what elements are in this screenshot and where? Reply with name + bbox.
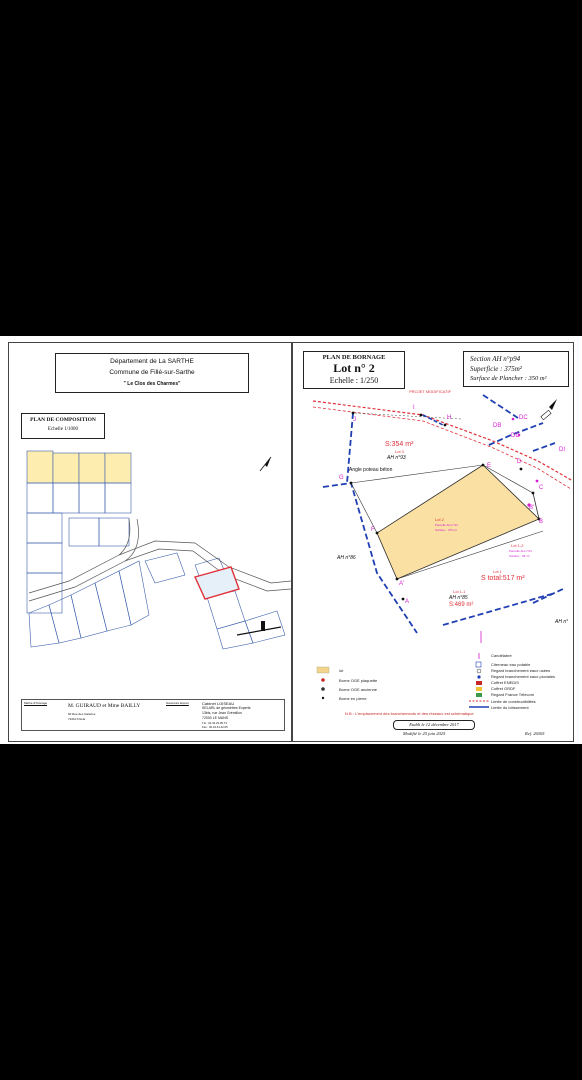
lotissement-name: " Le Clos des Charmes" <box>123 381 181 387</box>
legend-dark-dot <box>321 687 325 691</box>
legend-black-dot <box>322 697 324 699</box>
composition-plan-drawing <box>9 343 291 741</box>
legend-borne-ancienne: Borne OGE ancienne <box>339 687 378 692</box>
legend-red-dot <box>321 678 325 682</box>
owner-city: 72210 FILLE <box>68 717 86 721</box>
owner-label: Maître d'Ouvrage <box>24 701 48 705</box>
point-f: F <box>371 527 375 533</box>
surveyor-tel: Tél : 02.43.23.35.74 <box>202 721 227 725</box>
lot-2-parcel: Parcelle AH n°94 <box>435 523 458 527</box>
composition-footer <box>21 699 285 731</box>
legend-grdf: Coffret GRDF <box>491 686 516 691</box>
plan-composition-title: PLAN DE COMPOSITION <box>30 417 96 423</box>
lot-2-area <box>377 465 539 579</box>
lot-1-2-surface: Surface : 48 m² <box>509 554 530 558</box>
lot-3-area: S:354 m² <box>385 441 414 448</box>
surveyor-city: 72000 LE MANS <box>202 716 229 720</box>
surveyor-company: SELARL de géomètres Experts <box>202 706 251 710</box>
point-b-prime: B' <box>529 505 535 511</box>
north-arrow-icon <box>260 457 271 471</box>
point-c: C <box>539 485 544 491</box>
surveyor-fax: Fax : 02.43.41.42.05 <box>202 725 228 729</box>
plan-lot <box>79 453 105 483</box>
point-g: G <box>339 475 344 481</box>
reference: Ref. 26505 <box>525 731 545 736</box>
parcel-right: AH n° <box>555 619 569 625</box>
nb-note: N.B.: L'emplacement des branchements et des réseaux est schématique <box>345 711 474 716</box>
legend-eaux-usees: Regard branchement eaux usées <box>491 668 551 673</box>
etabli-box <box>393 720 475 730</box>
lot-2-surface: Surface : 375 m² <box>435 528 458 532</box>
legend-borne-plaquette: Borne OGE plaquette <box>339 678 378 683</box>
parcel-86: AH n°86 <box>337 555 356 561</box>
legend-borne-pierre: Borne en pierre <box>339 696 367 701</box>
point-di: DI <box>559 447 565 453</box>
north-arrow-icon <box>541 399 557 420</box>
legend-eaux-pluviales: Regard branchement eaux pluviales <box>491 674 556 679</box>
point-dd: DD <box>511 433 520 439</box>
lot-2-name: Lot 2 <box>435 517 444 522</box>
point-b: B <box>539 519 544 525</box>
etabli-date: Etabli le 12 décembre 2017 <box>409 722 459 727</box>
owner-names: M. GUIRAUD et Mme BAILLY <box>68 703 141 709</box>
composition-panel <box>8 342 292 742</box>
lot-1-total: S total:517 m² <box>481 575 525 582</box>
point-dc: DC <box>519 415 528 421</box>
point-h: H <box>447 415 452 421</box>
legend-enedis: Coffret ENEDIS <box>491 680 519 685</box>
document-sheet <box>0 336 582 744</box>
composition-scale: Echelle 1/1000 <box>47 427 79 432</box>
point-a-prime: A' <box>399 581 405 587</box>
lot-1-2-name: Lot 1-2 <box>511 543 524 548</box>
highlighted-lot-2 <box>195 567 239 599</box>
projet-modificatif-label: PROJET MODIFICATIF <box>409 389 452 394</box>
lot-1-1-name: Lot 1-1 <box>453 589 466 594</box>
legend-telecom: Regard France Télécom <box>491 692 535 697</box>
point-j: J <box>353 417 356 423</box>
lot-3-parcel: AH n°93 <box>387 455 406 461</box>
bornage-plan-drawing <box>293 343 573 741</box>
bornage-scale: Echelle : 1/250 <box>329 376 379 385</box>
surveyor-label: Géomètre Expert <box>166 701 189 705</box>
plan-lot <box>27 451 53 483</box>
legend-candelabre: Candélabre <box>491 653 512 658</box>
lot-3-name: Lot 3 <box>395 449 404 454</box>
parcel-plancher: Surface de Plancher : 350 m² <box>470 375 547 382</box>
lot-1-1-area: S:469 m² <box>449 602 474 608</box>
department-title: Département de La SARTHE <box>110 358 194 365</box>
plan-lot <box>53 453 79 483</box>
parcel-superficie: Superficie : 375m² <box>470 365 522 373</box>
parcel-section: Section AH n°p94 <box>470 355 521 363</box>
surveyor-street: 13bis, rue Jean Grémillon <box>202 711 242 715</box>
modifie-date: Modifié le 25 juin 2025 <box>403 731 446 736</box>
bornage-panel <box>292 342 574 742</box>
plan-lot <box>105 453 131 483</box>
point-a: A <box>405 599 410 605</box>
legend-lot-swatch <box>317 667 329 673</box>
legend-lotissement: Limite du lotissement <box>491 705 529 710</box>
point-i: I <box>413 405 415 411</box>
legend-lot: lot <box>339 668 344 673</box>
lot-1-2-parcel: Parcelle AH n°94 <box>509 549 532 553</box>
point-db: DB <box>493 423 502 429</box>
legend-constructibilite: Limite de constructibilités <box>491 699 536 704</box>
lot-1-1-parcel: AH n°85 <box>449 595 468 601</box>
right-legend-icons <box>469 653 489 707</box>
point-e: E <box>487 463 492 469</box>
bornage-title: PLAN DE BORNAGE <box>322 354 386 361</box>
angle-label: Angle poteau béton <box>349 467 393 473</box>
lot-1-name: Lot 1 <box>493 569 502 574</box>
surveyor-name: Cabinet LOISEAU <box>202 701 235 706</box>
legend-citerneau: Citerneau eau potable <box>491 662 531 667</box>
lot-number: Lot n° 2 <box>333 361 375 375</box>
owner-address: 60 Rue des Galeries <box>68 712 96 716</box>
commune-title: Commune de Fillé-sur-Sarthe <box>109 369 195 376</box>
point-d: D <box>517 459 522 465</box>
